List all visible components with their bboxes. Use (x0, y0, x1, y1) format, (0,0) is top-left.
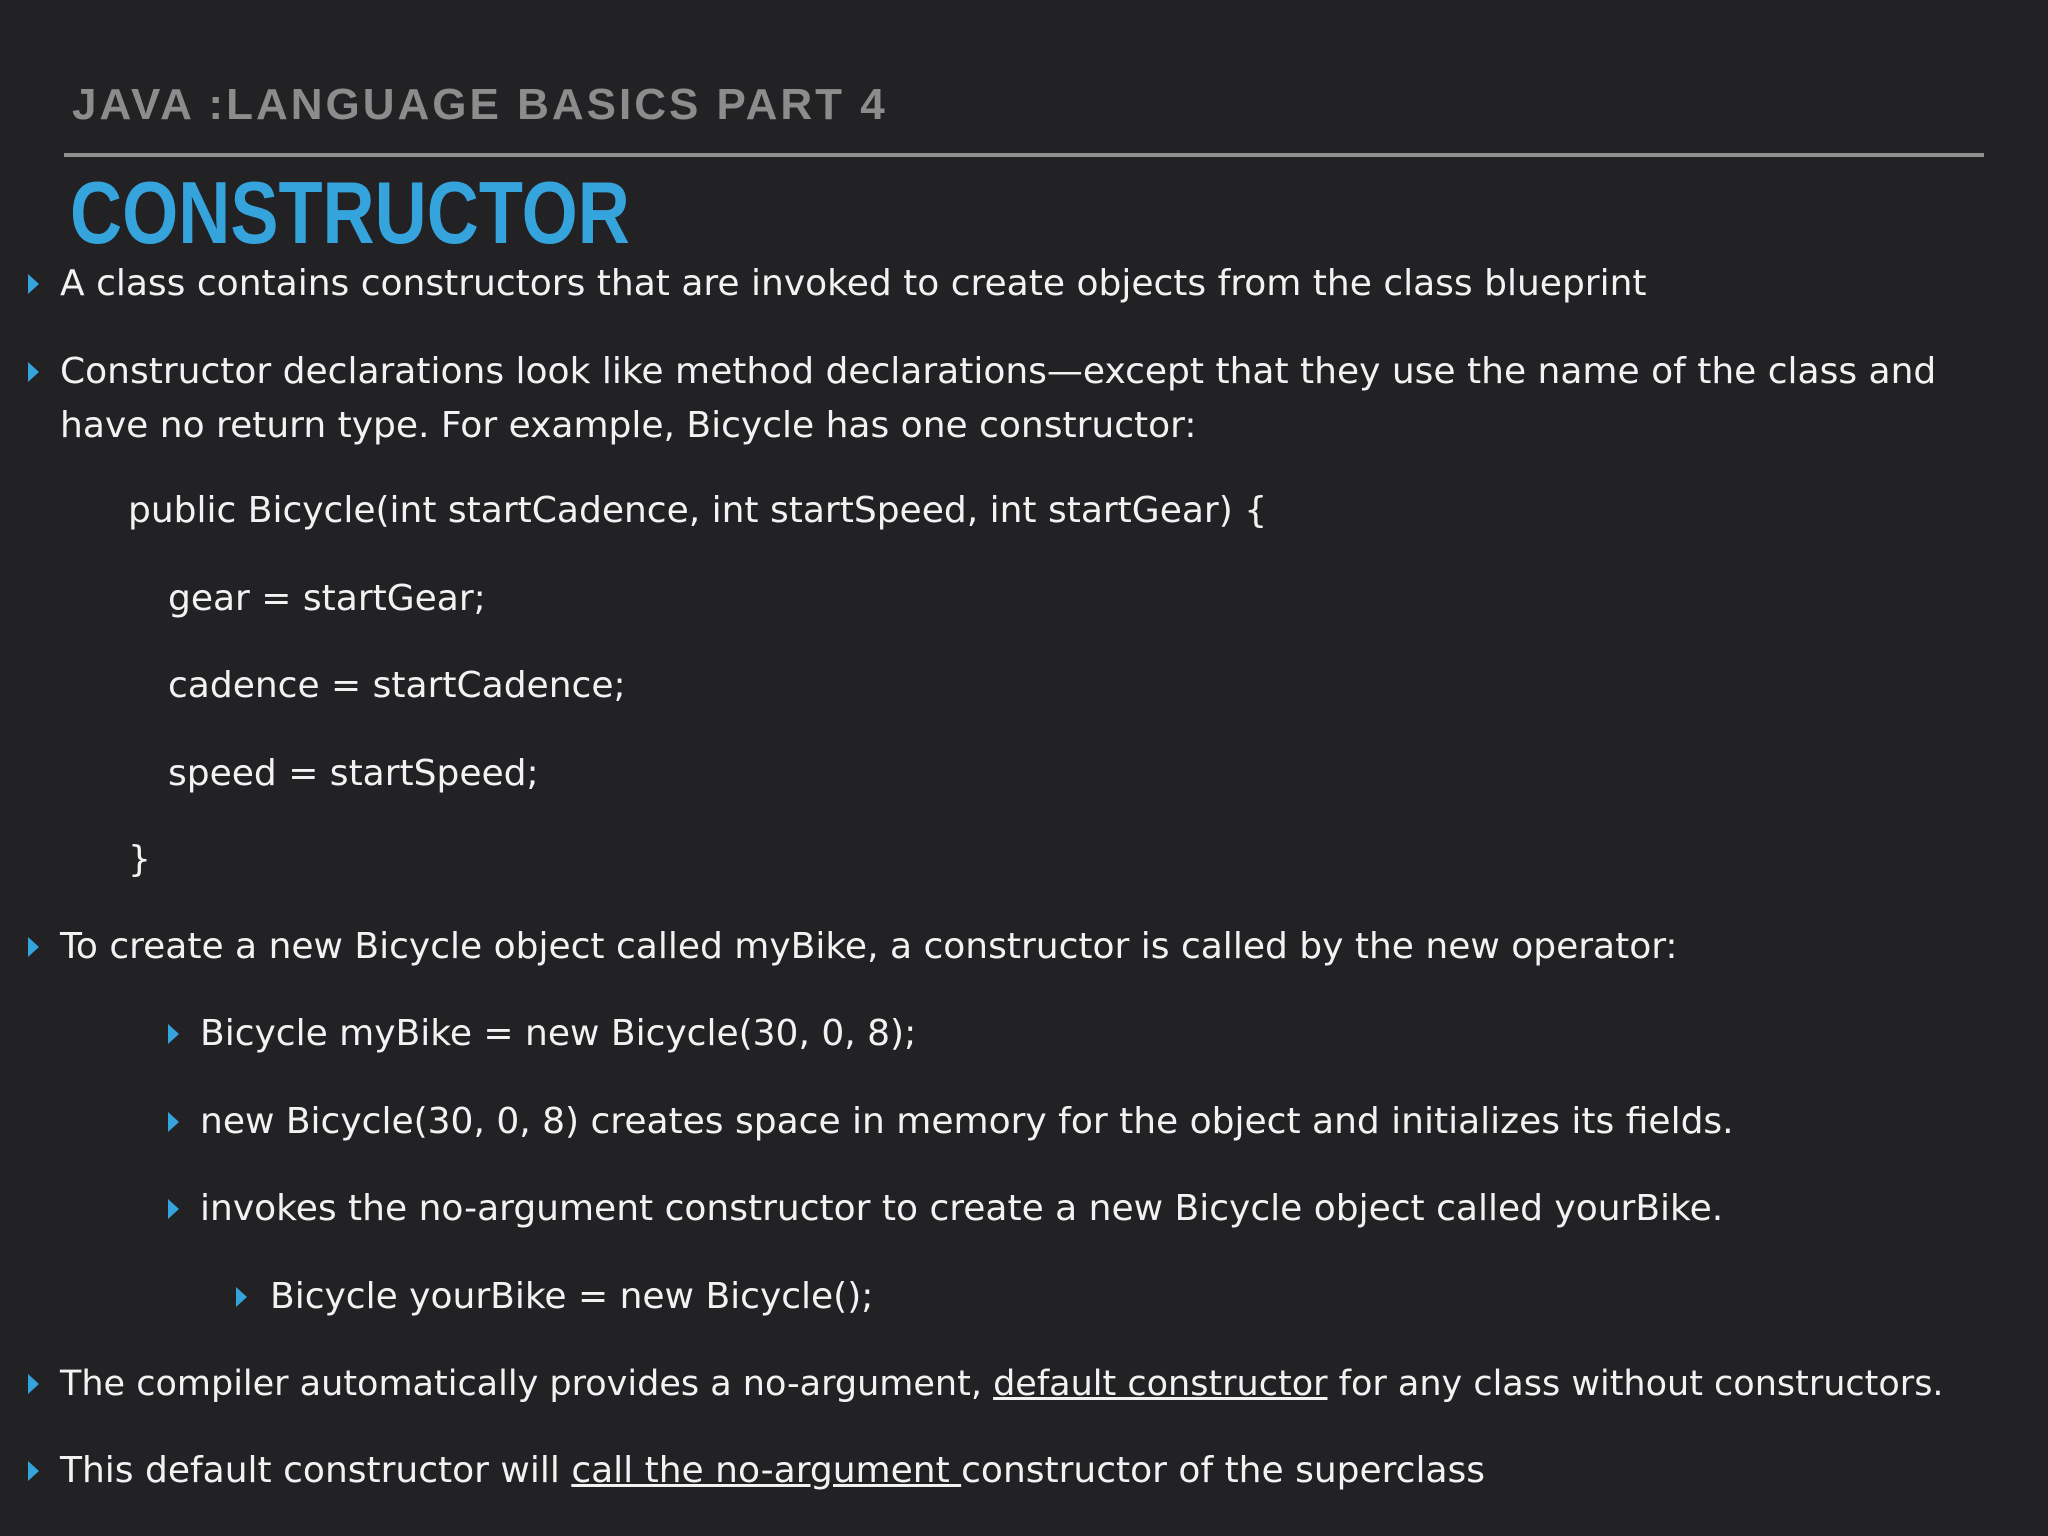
code-line-speed: speed = startSpeed; (168, 753, 539, 794)
sub-bullet-icon (168, 1024, 179, 1044)
sub-bullet-icon (168, 1112, 179, 1132)
bullet-icon (28, 1374, 39, 1394)
bullet-text-2-line-2: have no return type. For example, Bicycle has one constructor: (60, 405, 1197, 446)
bullet-icon (28, 1461, 39, 1481)
sub-bullet-text-1: Bicycle myBike = new Bicycle(30, 0, 8); (200, 1013, 917, 1054)
bullet-icon (28, 274, 39, 294)
bullet-text-5-post: constructor of the superclass (961, 1450, 1486, 1491)
bullet-text-5 (60, 1449, 1485, 1493)
code-line-gear: gear = startGear; (168, 578, 486, 619)
sub-bullet-text-3: invokes the no-argument constructor to create a new Bicycle object called yourBike. (200, 1188, 1724, 1229)
sub-bullet-text-2: new Bicycle(30, 0, 8) creates space in memory for the object and initializes its fields. (200, 1101, 1734, 1142)
sub-sub-bullet-text: Bicycle yourBike = new Bicycle(); (270, 1276, 874, 1317)
bullet-text-2-line-1: Constructor declarations look like method declarations—except that they use the name of the class and (60, 351, 1937, 392)
bullet-text-5-pre: This default constructor will (60, 1450, 572, 1491)
bullet-text-4-post: for any class without constructors. (1327, 1364, 1944, 1404)
no-argument-link[interactable]: call the no-argument (571, 1450, 962, 1491)
code-signature: public Bicycle(int startCadence, int startSpeed, int startGear) { (128, 490, 1268, 531)
bullet-text-4 (60, 1362, 1944, 1406)
header-divider (64, 153, 1984, 157)
bullet-icon (28, 362, 39, 382)
slide-title: CONSTRUCTOR (70, 163, 630, 262)
bullet-text-1: A class contains constructors that are invoked to create objects from the class blueprint (60, 263, 1647, 304)
bullet-text-4-pre: The compiler automatically provides a no-argument, (60, 1364, 994, 1404)
default-constructor-link[interactable]: default constructor (993, 1364, 1328, 1404)
code-closing-brace: } (128, 839, 151, 880)
sub-sub-bullet-icon (236, 1287, 247, 1307)
slide-kicker: JAVA :LANGUAGE BASICS PART 4 (72, 80, 888, 129)
sub-bullet-icon (168, 1199, 179, 1219)
bullet-icon (28, 937, 39, 957)
code-line-cadence: cadence = startCadence; (168, 665, 626, 706)
bullet-text-3: To create a new Bicycle object called myBike, a constructor is called by the new operator: (60, 926, 1678, 967)
